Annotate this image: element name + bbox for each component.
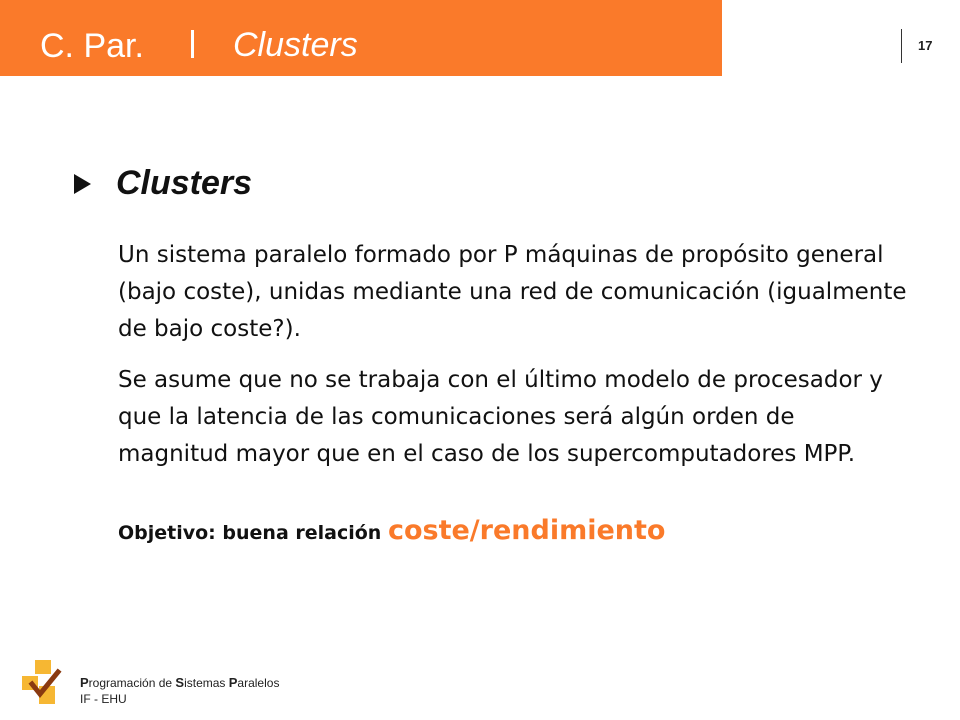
header-separator [191, 30, 194, 58]
course-short-title: C. Par. [40, 27, 144, 65]
objective-line [118, 515, 665, 546]
page-number-divider [901, 29, 902, 63]
footer-institution: IF - EHU [80, 692, 127, 706]
checkmark-logo-icon [22, 660, 62, 706]
paragraph-definition: Un sistema paralelo formado por P máquinas de propósito general (bajo coste), unidas mediante una red de comunicación (igualmente de bajo coste?). [118, 242, 907, 342]
objective-label: Objetivo: buena relación [118, 522, 388, 544]
logo-square-top [35, 660, 51, 674]
footer-initial: P [80, 675, 89, 690]
footer-initial: P [228, 675, 238, 690]
footer-course-name [80, 675, 279, 690]
footer-initial: S [175, 675, 185, 690]
footer-word: rogramación de [88, 676, 176, 690]
footer-word: istemas [184, 676, 229, 690]
page-number: 17 [918, 38, 933, 53]
triangle-bullet-icon [74, 174, 91, 194]
footer-word: aralelos [237, 676, 280, 690]
paragraph-assumption: Se asume que no se trabaja con el último modelo de procesador y que la latencia de las comunicaciones será algún orden de magnitud mayor que en el caso de los supercomputadores MPP. [118, 367, 883, 467]
objective-highlight: coste/rendimiento [387, 515, 666, 546]
slide-header-title: Clusters [233, 26, 358, 64]
section-heading: Clusters [116, 164, 253, 202]
